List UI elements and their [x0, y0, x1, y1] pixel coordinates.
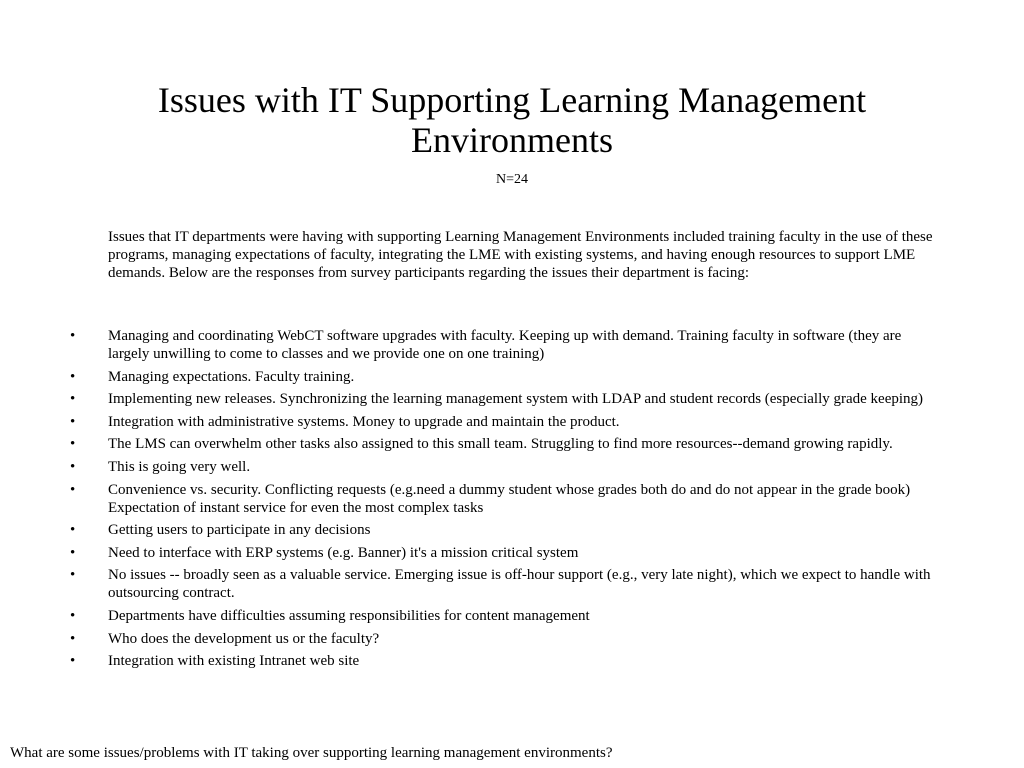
list-item-text: This is going very well.	[108, 458, 251, 475]
list-item	[0, 630, 944, 648]
list-item	[0, 458, 944, 476]
list-item-text: The LMS can overwhelm other tasks also assigned to this small team. Struggling to find more resources--demand growing rapidly.	[108, 436, 893, 453]
list-item-text: Managing expectations. Faculty training.	[108, 368, 355, 385]
list-item	[0, 607, 944, 625]
list-item	[0, 544, 944, 562]
bullet-icon: •	[70, 328, 76, 344]
responses-list	[0, 327, 944, 675]
bullet-icon: •	[70, 413, 76, 430]
bullet-icon: •	[70, 567, 76, 584]
list-item	[0, 435, 944, 453]
bullet-icon: •	[70, 522, 76, 539]
bullet-icon: •	[70, 653, 76, 670]
bullet-icon: •	[70, 544, 76, 561]
footer-question: What are some issues/problems with IT taking over supporting learning management environments?	[10, 745, 613, 761]
bullet-icon: •	[70, 481, 76, 498]
sample-size-label: N=24	[495, 172, 528, 187]
bullet-icon: •	[70, 630, 76, 647]
list-item	[0, 481, 944, 517]
list-item	[0, 652, 944, 670]
bullet-icon: •	[70, 458, 76, 475]
list-item	[0, 566, 944, 602]
list-item	[0, 327, 944, 363]
intro-paragraph: Issues that IT departments were having with supporting Learning Management Environments included training faculty in the use of these programs, managing expectations of faculty, integrating the LME with existing systems, and having enough resources to support LME demands. Below are the responses from survey participants regarding the issues their department is facing:	[108, 229, 933, 281]
list-item-text: Integration with administrative systems. Money to upgrade and maintain the product.	[108, 413, 620, 430]
list-item-text: Need to interface with ERP systems (e.g. Banner) it's a mission critical system	[108, 544, 579, 561]
list-item-text: Integration with existing Intranet web site	[108, 653, 360, 670]
list-item-text: Managing and coordinating WebCT software upgrades with faculty. Keeping up with demand. Training faculty in software (they are largely unwilling to come to classes and we provide one on one training)	[108, 328, 902, 362]
bullet-icon: •	[70, 368, 76, 385]
list-item-text: Implementing new releases. Synchronizing the learning management system with LDAP and student records (especially grade keeping)	[108, 391, 924, 408]
list-item-text: Who does the development us or the faculty?	[108, 630, 380, 647]
page-title: Issues with IT Supporting Learning Management Environments	[157, 80, 867, 160]
bullet-icon: •	[70, 391, 76, 408]
list-item-text: Departments have difficulties assuming responsibilities for content management	[108, 607, 590, 624]
bullet-icon: •	[70, 436, 76, 453]
list-item	[0, 521, 944, 539]
list-item	[0, 390, 944, 408]
list-item-text: Getting users to participate in any decisions	[108, 522, 371, 539]
list-item-text: Convenience vs. security. Conflicting requests (e.g.need a dummy student whose grades both do and do not appear in the grade book) Expectation of instant service for even the most complex tasks	[108, 481, 911, 516]
list-item	[0, 413, 944, 431]
bullet-icon: •	[70, 607, 76, 624]
list-item	[0, 368, 944, 386]
list-item-text: No issues -- broadly seen as a valuable service. Emerging issue is off-hour support (e.g., very late night), which we expect to handle with outsourcing contract.	[108, 567, 931, 602]
